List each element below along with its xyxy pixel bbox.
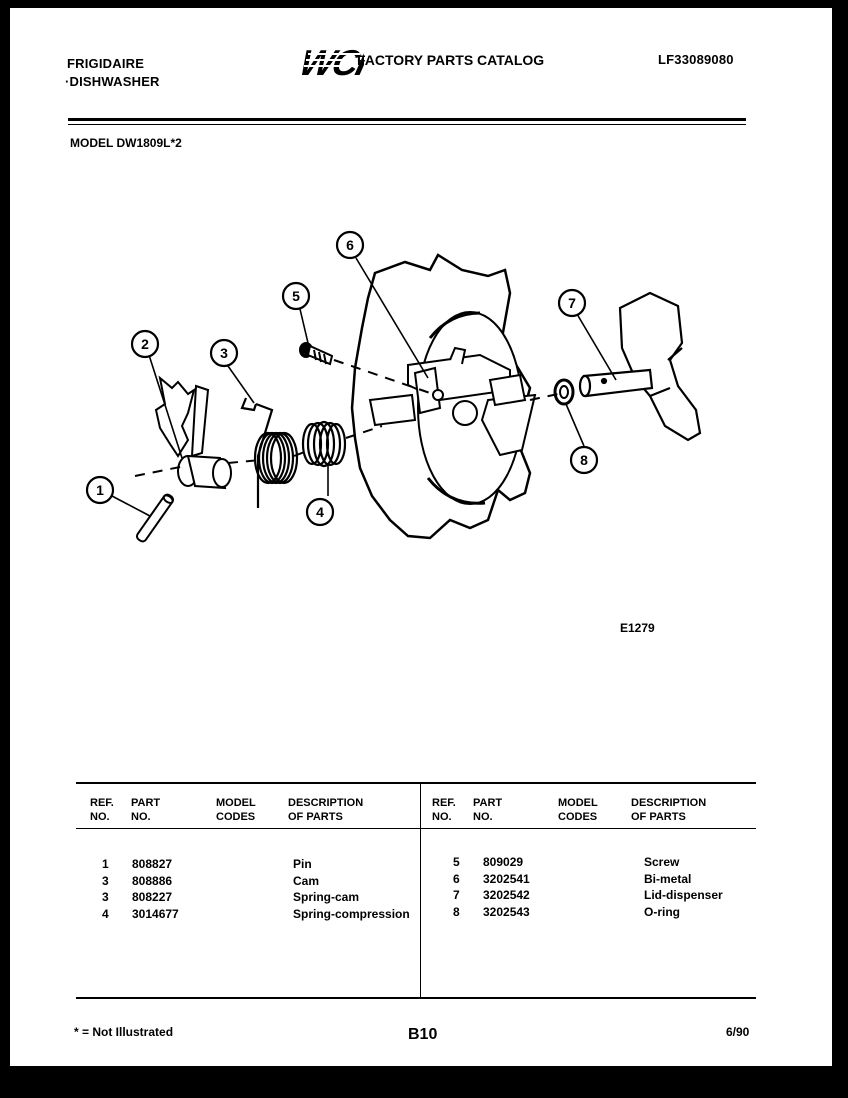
callout-label: 7: [568, 295, 576, 311]
table-cell-part: 3202543: [483, 904, 530, 919]
pin-part: [135, 493, 174, 543]
table-cell-ref: 3: [102, 873, 109, 888]
catalog-title: FACTORY PARTS CATALOG: [357, 52, 545, 68]
table-header-rule: [76, 828, 756, 829]
left-part-column: [132, 856, 179, 922]
table-cell-part: 3202542: [483, 888, 530, 902]
col-desc-header: DESCRIPTION OF PARTS: [288, 797, 364, 823]
table-cell-desc: Pin: [293, 857, 312, 871]
table-cell-part: 3202541: [483, 871, 530, 886]
footnote: * = Not Illustrated: [74, 1025, 174, 1039]
left-ref-column: [102, 856, 109, 922]
right-ref-column: [453, 854, 460, 920]
table-cell-desc: O-ring: [644, 904, 680, 919]
table-cell-desc: Spring-compression: [293, 906, 410, 921]
catalog-page: [10, 8, 832, 1066]
product-name: ·DISHWASHER: [65, 74, 160, 89]
col-part-header: PART NO.: [473, 797, 503, 823]
spring-compression-part: [303, 422, 345, 466]
col-desc-header: DESCRIPTION OF PARTS: [631, 797, 707, 823]
table-cell-part: 3014677: [132, 906, 179, 921]
spring-cam-part: [242, 398, 297, 508]
oring-part: [555, 380, 573, 404]
table-divider: [420, 782, 421, 998]
table-cell-ref: 8: [453, 904, 460, 919]
cam-part: [156, 378, 231, 488]
table-bottom-rule: [76, 997, 756, 999]
table-top-rule: [76, 782, 756, 784]
right-desc-column: [644, 854, 723, 920]
callout-label: 5: [292, 288, 300, 304]
table-cell-part: 808886: [132, 873, 173, 888]
col-ref-header: REF. NO.: [90, 797, 114, 823]
callout-label: 8: [580, 452, 588, 468]
col-codes-header: MODEL CODES: [558, 797, 598, 823]
page-number: B10: [408, 1026, 438, 1043]
table-cell-part: 808827: [132, 857, 173, 871]
table-cell-desc: Spring-cam: [293, 890, 360, 904]
revision-date: 6/90: [726, 1025, 750, 1039]
col-part-header: PART NO.: [131, 797, 161, 823]
col-ref-header: REF. NO.: [432, 797, 456, 823]
callout-label: 1: [96, 482, 104, 498]
table-cell-ref: 7: [453, 888, 460, 902]
table-cell-ref: 5: [453, 855, 460, 869]
left-desc-column: [293, 856, 410, 922]
brand-name: FRIGIDAIRE: [67, 56, 145, 71]
table-cell-desc: Lid-dispenser: [644, 888, 723, 902]
exploded-diagram: [10, 8, 832, 768]
callout-label: 4: [316, 504, 324, 520]
catalog-number: LF33089080: [658, 52, 734, 67]
table-cell-desc: Cam: [293, 873, 320, 888]
screw-part: [300, 343, 332, 364]
table-cell-ref: 4: [102, 906, 109, 921]
table-cell-part: 809029: [483, 855, 524, 869]
table-cell-ref: 3: [102, 890, 109, 904]
lid-dispenser-part: [580, 293, 700, 440]
col-codes-header: MODEL CODES: [216, 797, 256, 823]
callout-label: 6: [346, 237, 354, 253]
table-cell-ref: 1: [102, 857, 109, 871]
product-name-text: DISHWASHER: [69, 74, 160, 89]
figure-code: E1279: [620, 621, 655, 635]
right-part-column: [483, 854, 530, 920]
callout-label: 2: [141, 336, 149, 352]
callout-label: 3: [220, 345, 228, 361]
model-line: MODEL DW1809L*2: [70, 136, 182, 150]
table-cell-part: 808227: [132, 890, 173, 904]
logo-text: WCI: [295, 42, 364, 80]
table-cell-desc: Bi-metal: [644, 871, 692, 886]
table-cell-ref: 6: [453, 871, 460, 886]
table-cell-desc: Screw: [644, 855, 680, 869]
